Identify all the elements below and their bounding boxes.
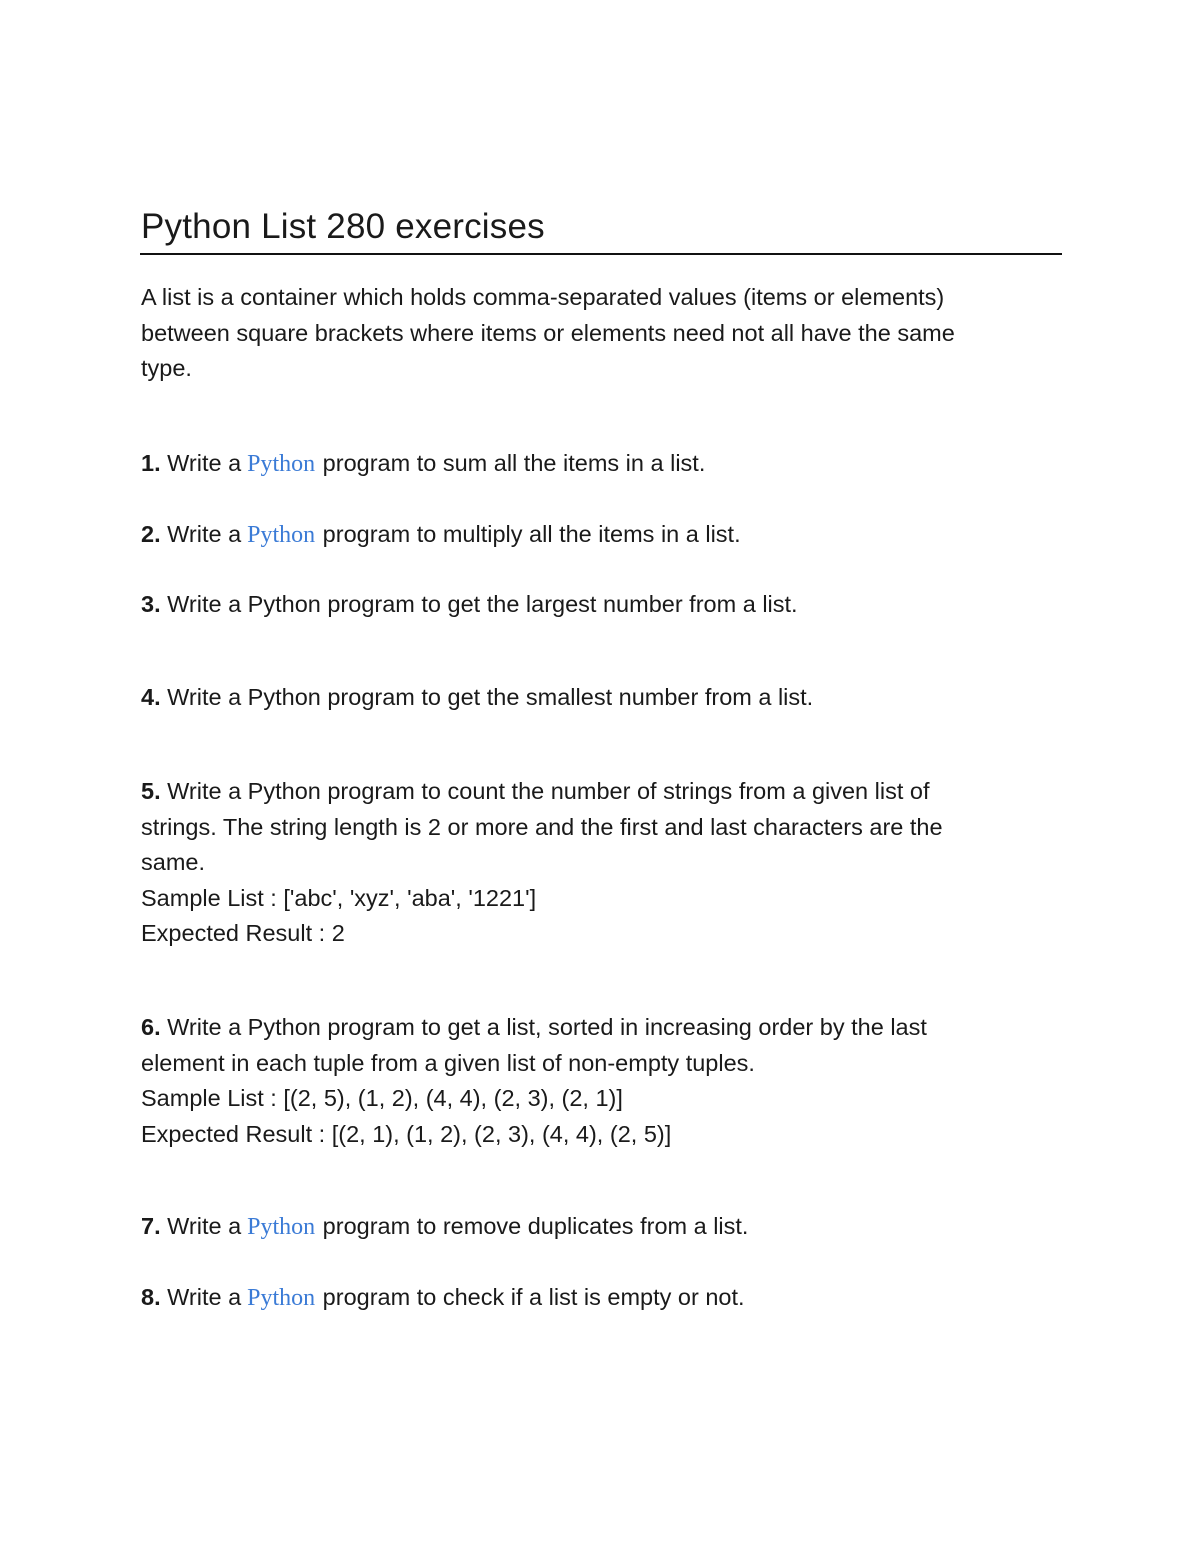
exercise-8 <box>141 1280 1041 1317</box>
exercise-number: 4. <box>141 684 161 710</box>
exercise-number: 5. <box>141 778 161 804</box>
exercise-number: 3. <box>141 591 161 617</box>
exercise-1 <box>141 446 1041 483</box>
python-link[interactable]: Python <box>247 451 316 477</box>
exercise-text: Write a <box>160 450 242 476</box>
exercise-text: program to check if a list is empty or not. <box>316 1284 745 1310</box>
intro-line: between square brackets where items or elements need not all have the same <box>141 319 955 346</box>
sample-list: Sample List : ['abc', 'xyz', 'aba', '1221'] <box>141 884 537 911</box>
exercise-2 <box>141 517 1041 554</box>
exercise-text: Write a <box>160 1284 242 1310</box>
expected-result: Expected Result : 2 <box>141 920 345 946</box>
exercise-5 <box>141 774 1041 952</box>
intro-line: A list is a container which holds comma-separated values (items or elements) <box>141 284 945 310</box>
intro-paragraph <box>141 280 1041 387</box>
exercise-3 <box>141 587 1041 623</box>
exercise-line: element in each tuple from a given list of non-empty tuples. <box>141 1049 755 1076</box>
exercise-text: program to multiply all the items in a list. <box>316 521 741 547</box>
exercise-6 <box>141 1010 1041 1152</box>
python-link[interactable]: Python <box>247 1214 316 1240</box>
exercise-number: 1. <box>141 450 161 476</box>
exercise-text: program to sum all the items in a list. <box>316 450 706 476</box>
exercise-text: Write a Python program to get a list, sorted in increasing order by the last <box>160 1014 927 1040</box>
python-link[interactable]: Python <box>247 1285 316 1311</box>
page-title: Python List 280 exercises <box>141 207 545 246</box>
exercise-text: Write a Python program to get the smallest number from a list. <box>160 684 814 710</box>
exercise-text: Write a Python program to get the largest number from a list. <box>160 591 798 617</box>
python-link[interactable]: Python <box>247 522 316 548</box>
exercise-text: program to remove duplicates from a list. <box>316 1213 749 1239</box>
exercise-7 <box>141 1209 1041 1246</box>
sample-list: Sample List : [(2, 5), (1, 2), (4, 4), (2, 3), (2, 1)] <box>141 1085 623 1111</box>
expected-result: Expected Result : [(2, 1), (1, 2), (2, 3), (4, 4), (2, 5)] <box>141 1120 672 1147</box>
exercise-line: strings. The string length is 2 or more and the first and last characters are the <box>141 813 943 840</box>
exercise-number: 6. <box>141 1014 161 1040</box>
exercise-text: Write a Python program to count the number of strings from a given list of <box>160 778 930 804</box>
exercise-line: same. <box>141 849 205 875</box>
exercise-number: 8. <box>141 1284 161 1310</box>
exercise-4 <box>141 680 1041 716</box>
intro-line: type. <box>141 355 192 381</box>
exercise-text: Write a <box>160 1213 242 1239</box>
exercise-text: Write a <box>160 521 242 547</box>
exercise-number: 2. <box>141 521 161 547</box>
title-underline <box>140 253 1062 255</box>
exercise-number: 7. <box>141 1213 161 1239</box>
